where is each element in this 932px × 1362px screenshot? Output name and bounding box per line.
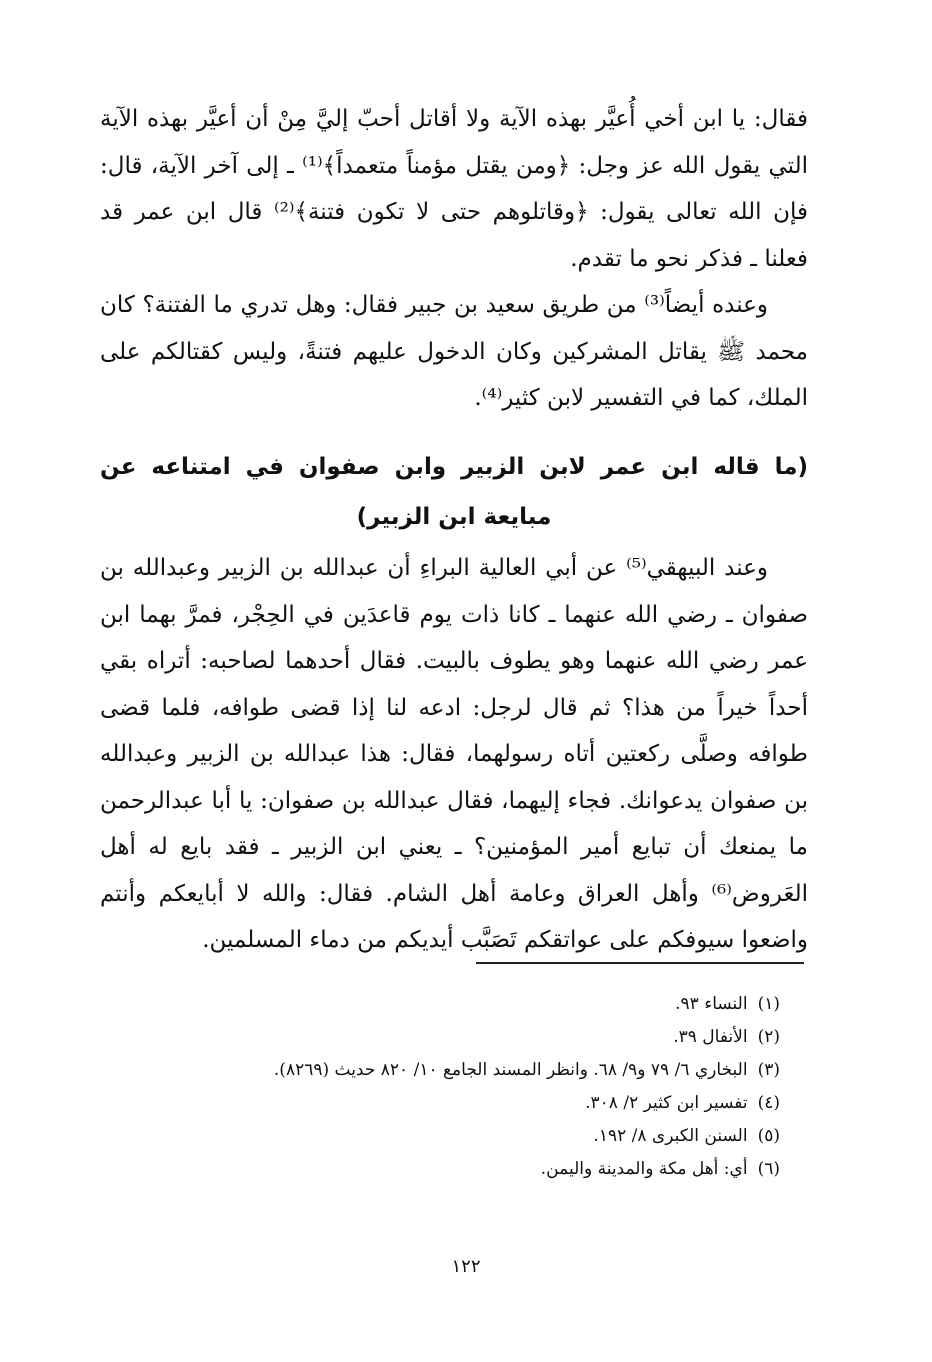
footnote-separator [476, 962, 804, 964]
footnotes-list [100, 988, 780, 1186]
footnote-text: تفسير ابن كثير ٢/ ٣٠٨. [585, 1093, 748, 1113]
footnote-text: البخاري ٦/ ٧٩ و٩/ ٦٨. وانظر المسند الجامع ١٠/ ٨٢٠ حديث (٨٢٦٩). [273, 1060, 748, 1080]
footnote-number: (٥) [757, 1126, 780, 1146]
footnote-item [100, 1054, 780, 1087]
paragraph-text: وعنده أيضاً⁽³⁾ من طريق سعيد بن جبير فقال: وهل تدري ما الفتنة؟ كان محمد ﷺ يقاتل المشركين وكان الدخول عليهم فتنةً، وليس كقتالكم على الملك، كما في التفسير لابن كثير⁽⁴⁾. [100, 292, 808, 411]
footnote-number: (٦) [757, 1159, 780, 1179]
footnote-number: (٢) [757, 1027, 780, 1047]
footnote-item [100, 1153, 780, 1186]
footnote-item [100, 1087, 780, 1120]
body-paragraph-2 [100, 282, 808, 422]
footnote-item [100, 1021, 780, 1054]
footnote-item [100, 1120, 780, 1153]
footnote-number: (٤) [757, 1093, 780, 1113]
footnote-item [100, 988, 780, 1021]
footnote-text: السنن الكبرى ٨/ ١٩٢. [593, 1126, 748, 1146]
footnote-text: النساء ٩٣. [675, 994, 748, 1014]
paragraph-text: فقال: يا ابن أخي أُعيَّر بهذه الآية ولا أقاتل أحبّ إليَّ مِنْ أن أعيَّر بهذه الآية التي يقول الله عز وجل: ﴿ومن يقتل مؤمناً متعمداً﴾⁽¹⁾ ـ إلى آخر الآية، قال: فإن الله تعالى يقول: ﴿وقاتلوهم حتى لا تكون فتنة﴾⁽²⁾ قال ابن عمر قد فعلنا ـ فذكر نحو ما تقدم. [100, 106, 808, 272]
footnote-text: الأنفال ٣٩. [673, 1027, 748, 1047]
body-paragraph-1 [100, 96, 808, 282]
page-number: ١٢٢ [451, 1256, 481, 1277]
paragraph-text: وعند البيهقي⁽⁵⁾ عن أبي العالية البراءِ أن عبدالله بن الزبير وعبدالله بن صفوان ـ رضي الله عنهما ـ كانا ذات يوم قاعدَين في الحِجْر، فمرَّ بهما ابن عمر رضي الله عنهما وهو يطوف بالبيت. فقال أحدهما لصاحبه: أتراه بقي أحداً خيراً من هذا؟ ثم قال لرجل: ادعه لنا إذا قضى طوافه، فلما قضى طوافه وصلَّى ركعتين أتاه رسولهما، فقال: هذا عبدالله بن الزبير وعبدالله بن صفوان يدعوانك. فجاء إليهما، فقال عبدالله بن صفوان: يا أبا عبدالرحمن ما يمنعك أن تبايع أمير المؤمنين؟ ـ يعني ابن الزبير ـ فقد بايع له أهل العَروض⁽⁶⁾ وأهل العراق وعامة أهل الشام. فقال: والله لا أبايعكم وأنتم واضعوا سيوفكم على عواتقكم تَصَبَّب أيديكم من دماء المسلمين. [100, 555, 808, 953]
body-paragraph-3 [100, 545, 808, 964]
footnote-number: (١) [757, 994, 780, 1014]
section-heading: (ما قاله ابن عمر لابن الزبير وابن صفوان في امتناعه عن مبايعة ابن الزبير) [100, 454, 808, 530]
footnote-text: أي: أهل مكة والمدينة واليمن. [540, 1159, 748, 1179]
footnote-number: (٣) [757, 1060, 780, 1080]
